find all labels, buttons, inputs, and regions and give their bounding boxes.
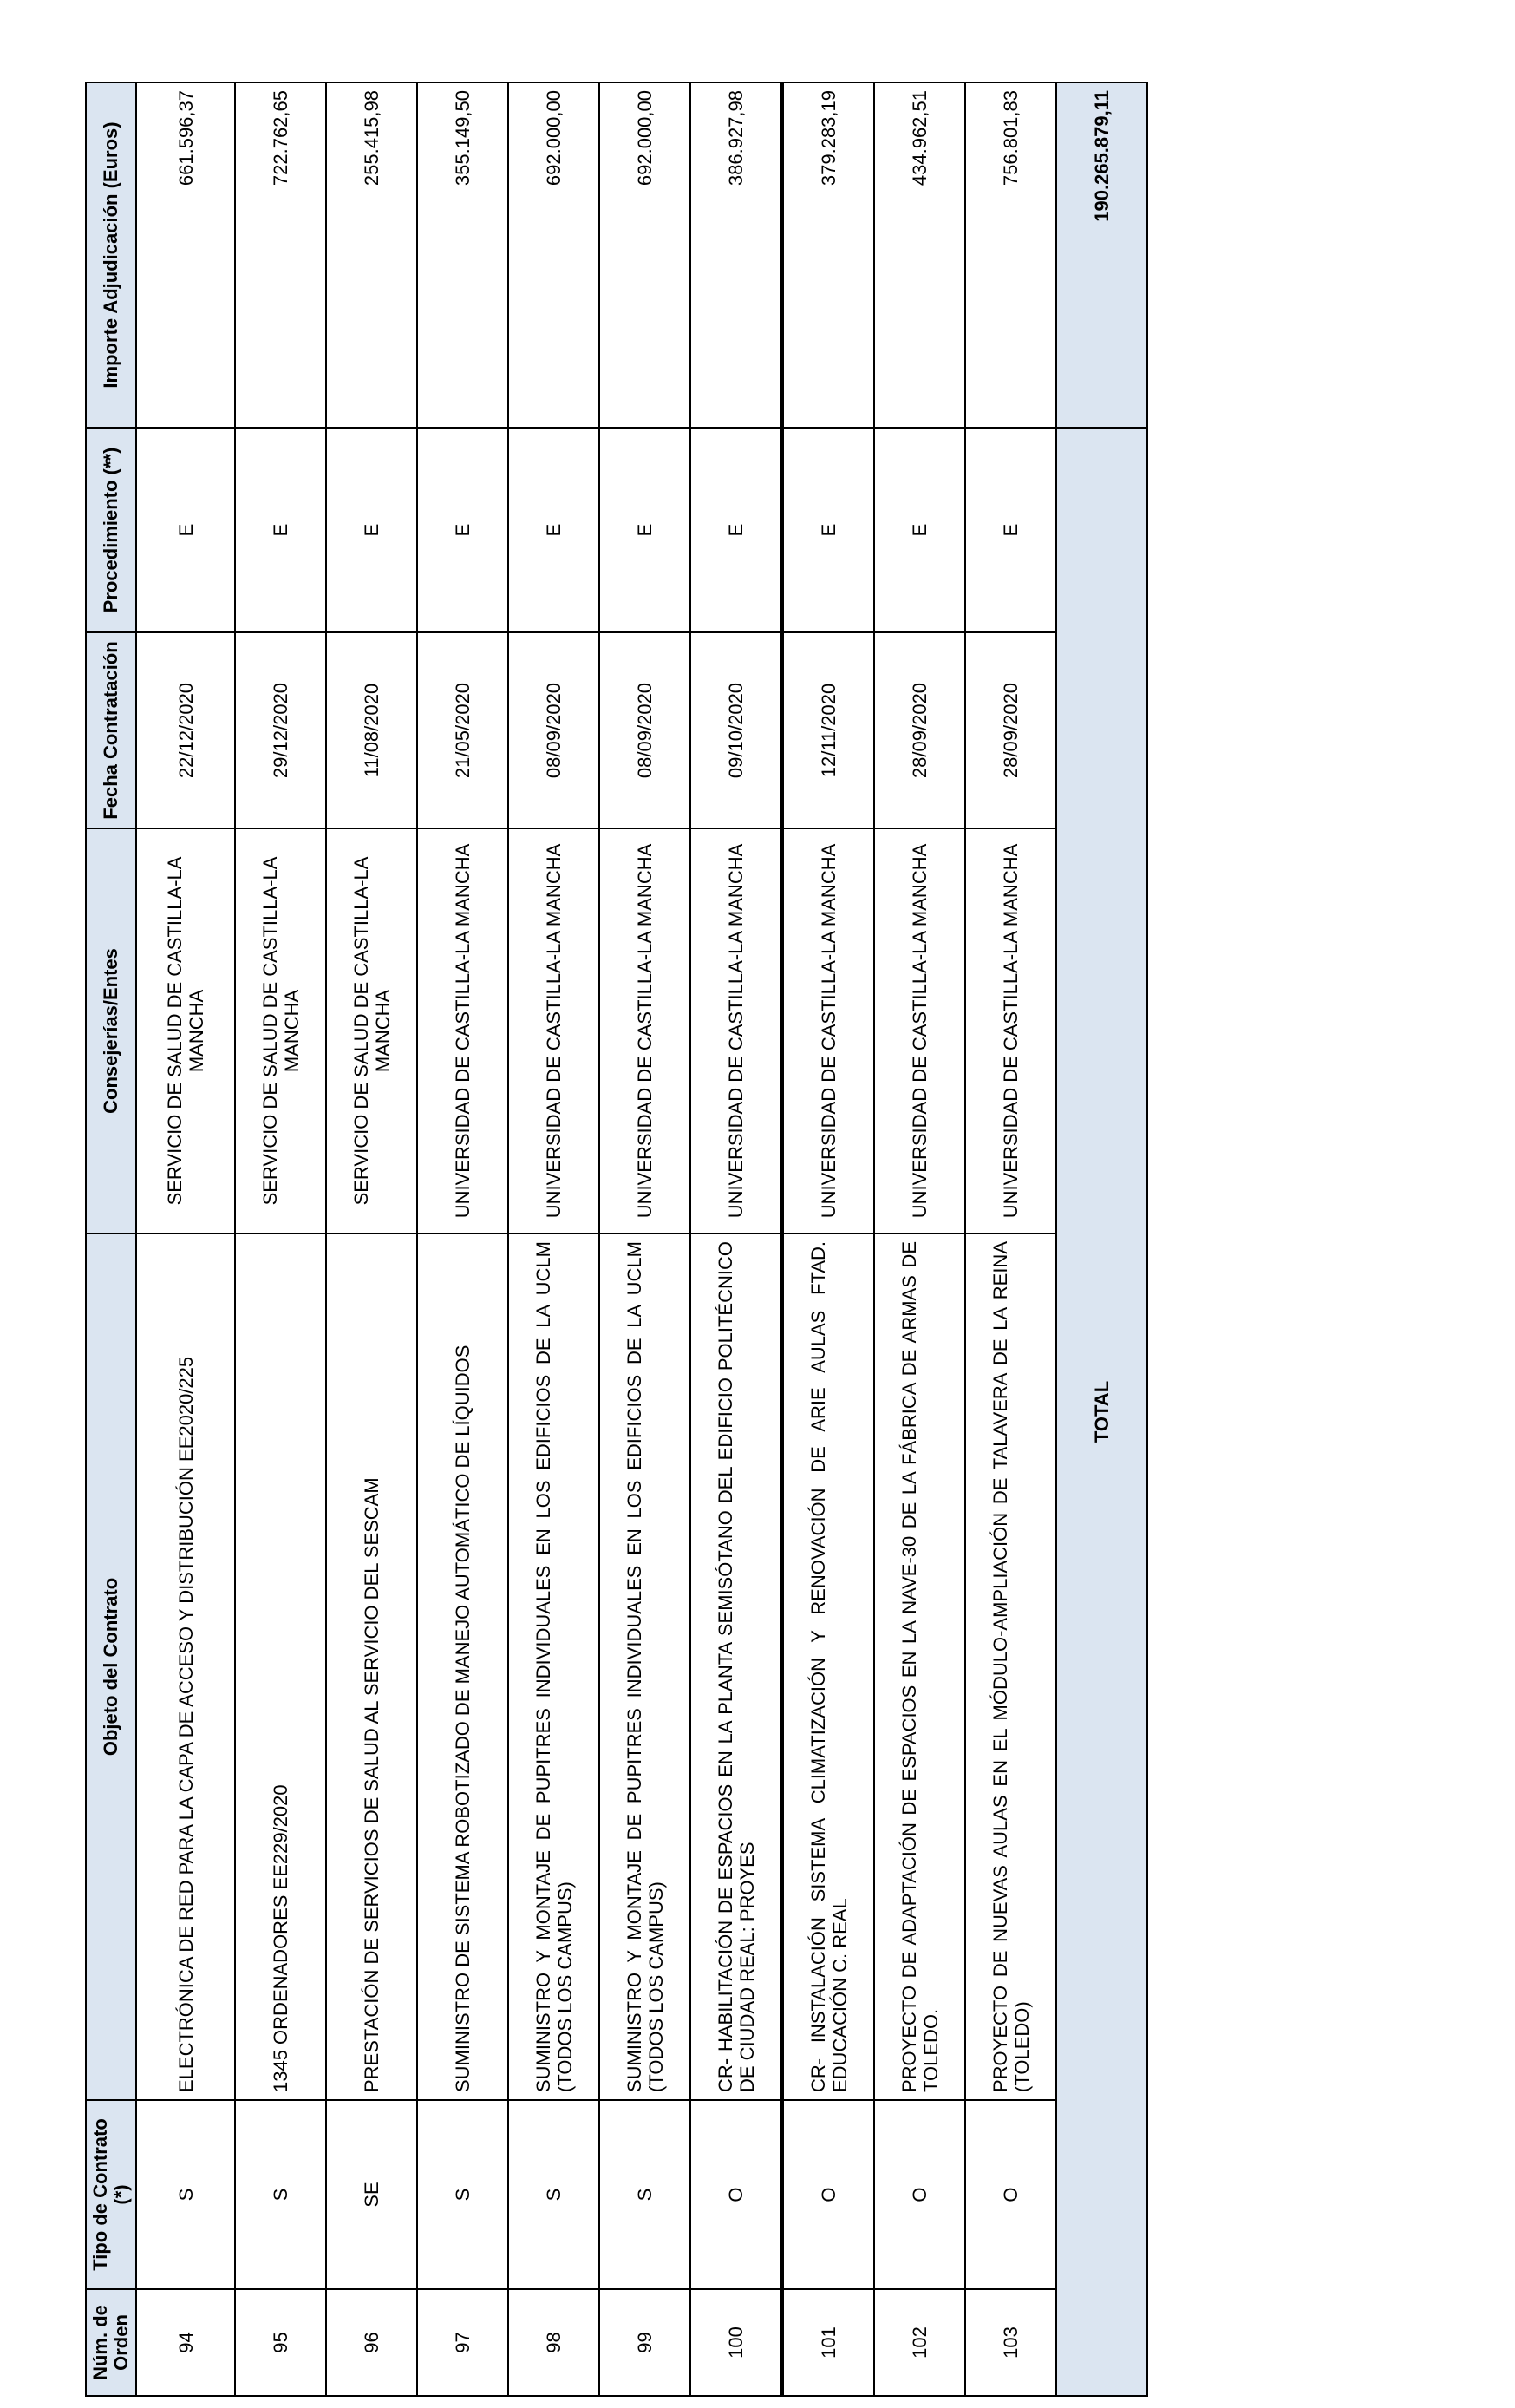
cell-consejerias: UNIVERSIDAD DE CASTILLA-LA MANCHA (874, 828, 965, 1233)
cell-importe: 255.415,98 (326, 82, 417, 428)
cell-consejerias: UNIVERSIDAD DE CASTILLA-LA MANCHA (508, 828, 599, 1233)
cell-procedimiento: E (599, 428, 690, 632)
cell-tipo: S (417, 2100, 508, 2289)
cell-num: 98 (508, 2289, 599, 2396)
cell-objeto: ELECTRÓNICA DE RED PARA LA CAPA DE ACCESO Y DISTRIBUCIÓN EE2020/225 (136, 1233, 235, 2100)
cell-tipo: O (690, 2100, 782, 2289)
cell-fecha: 08/09/2020 (508, 632, 599, 828)
cell-consejerias: SERVICIO DE SALUD DE CASTILLA-LA MANCHA (235, 828, 326, 1233)
header-consejerias: Consejerías/Entes (86, 828, 136, 1233)
cell-tipo: S (136, 2100, 235, 2289)
cell-consejerias: UNIVERSIDAD DE CASTILLA-LA MANCHA (417, 828, 508, 1233)
cell-tipo: O (965, 2100, 1056, 2289)
cell-fecha: 28/09/2020 (965, 632, 1056, 828)
table-header (86, 82, 136, 2396)
cell-consejerias: UNIVERSIDAD DE CASTILLA-LA MANCHA (690, 828, 782, 1233)
total-value: 190.265.879,11 (1056, 82, 1147, 428)
cell-num: 103 (965, 2289, 1056, 2396)
cell-fecha: 22/12/2020 (136, 632, 235, 828)
cell-num: 95 (235, 2289, 326, 2396)
cell-objeto: CR- INSTALACIÓN SISTEMA CLIMATIZACIÓN Y RENOVACIÓN DE ARIE AULAS FTAD. EDUCACIÓN C. REAL (782, 1233, 874, 2100)
cell-objeto: SUMINISTRO Y MONTAJE DE PUPITRES INDIVIDUALES EN LOS EDIFICIOS DE LA UCLM (TODOS LOS CAMPUS) (508, 1233, 599, 2100)
cell-procedimiento: E (874, 428, 965, 632)
cell-procedimiento: E (417, 428, 508, 632)
cell-objeto: PROYECTO DE ADAPTACIÓN DE ESPACIOS EN LA NAVE-30 DE LA FÁBRICA DE ARMAS DE TOLEDO. (874, 1233, 965, 2100)
cell-importe: 661.596,37 (136, 82, 235, 428)
header-importe: Importe Adjudicación (Euros) (86, 82, 136, 428)
table-row (874, 82, 965, 2396)
cell-fecha: 28/09/2020 (874, 632, 965, 828)
cell-consejerias: UNIVERSIDAD DE CASTILLA-LA MANCHA (782, 828, 874, 1233)
cell-tipo: S (508, 2100, 599, 2289)
header-tipo: Tipo de Contrato (*) (86, 2100, 136, 2289)
contracts-table (85, 82, 1148, 2397)
cell-num: 97 (417, 2289, 508, 2396)
cell-procedimiento: E (326, 428, 417, 632)
table-row (965, 82, 1056, 2396)
cell-procedimiento: E (508, 428, 599, 632)
cell-consejerias: UNIVERSIDAD DE CASTILLA-LA MANCHA (599, 828, 690, 1233)
cell-importe: 692.000,00 (508, 82, 599, 428)
cell-fecha: 21/05/2020 (417, 632, 508, 828)
cell-consejerias: SERVICIO DE SALUD DE CASTILLA-LA MANCHA (136, 828, 235, 1233)
table-row (508, 82, 599, 2396)
cell-importe: 434.962,51 (874, 82, 965, 428)
table-body (136, 82, 1056, 2396)
cell-num: 102 (874, 2289, 965, 2396)
table-row (690, 82, 782, 2396)
cell-objeto: SUMINISTRO Y MONTAJE DE PUPITRES INDIVIDUALES EN LOS EDIFICIOS DE LA UCLM (TODOS LOS CAMPUS) (599, 1233, 690, 2100)
cell-tipo: SE (326, 2100, 417, 2289)
cell-importe: 722.762,65 (235, 82, 326, 428)
cell-procedimiento: E (965, 428, 1056, 632)
cell-procedimiento: E (136, 428, 235, 632)
cell-importe: 386.927,98 (690, 82, 782, 428)
header-procedimiento: Procedimiento (**) (86, 428, 136, 632)
cell-num: 101 (782, 2289, 874, 2396)
header-num: Núm. de Orden (86, 2289, 136, 2396)
cell-num: 99 (599, 2289, 690, 2396)
cell-procedimiento: E (690, 428, 782, 632)
header-objeto: Objeto del Contrato (86, 1233, 136, 2100)
cell-objeto: 1345 ORDENADORES EE229/2020 (235, 1233, 326, 2100)
table-row (417, 82, 508, 2396)
header-fecha: Fecha Contratación (86, 632, 136, 828)
table-row (136, 82, 235, 2396)
cell-objeto: SUMINISTRO DE SISTEMA ROBOTIZADO DE MANEJO AUTOMÁTICO DE LÍQUIDOS (417, 1233, 508, 2100)
total-label: TOTAL (1056, 428, 1147, 2396)
cell-importe: 379.283,19 (782, 82, 874, 428)
cell-importe: 355.149,50 (417, 82, 508, 428)
cell-tipo: O (782, 2100, 874, 2289)
cell-consejerias: UNIVERSIDAD DE CASTILLA-LA MANCHA (965, 828, 1056, 1233)
cell-fecha: 09/10/2020 (690, 632, 782, 828)
cell-objeto: CR- HABILITACIÓN DE ESPACIOS EN LA PLANTA SEMISÓTANO DEL EDIFICIO POLITÉCNICO DE CIUDAD REAL: PROYES (690, 1233, 782, 2100)
table-row (326, 82, 417, 2396)
table-row (235, 82, 326, 2396)
cell-importe: 692.000,00 (599, 82, 690, 428)
cell-fecha: 11/08/2020 (326, 632, 417, 828)
cell-tipo: S (235, 2100, 326, 2289)
cell-consejerias: SERVICIO DE SALUD DE CASTILLA-LA MANCHA (326, 828, 417, 1233)
total-row (1056, 82, 1147, 2396)
cell-tipo: O (874, 2100, 965, 2289)
table-footer (1056, 82, 1147, 2396)
table-row (782, 82, 874, 2396)
cell-tipo: S (599, 2100, 690, 2289)
cell-objeto: PROYECTO DE NUEVAS AULAS EN EL MÓDULO-AMPLIACIÓN DE TALAVERA DE LA REINA (TOLEDO) (965, 1233, 1056, 2100)
cell-num: 100 (690, 2289, 782, 2396)
cell-fecha: 29/12/2020 (235, 632, 326, 828)
cell-importe: 756.801,83 (965, 82, 1056, 428)
cell-procedimiento: E (235, 428, 326, 632)
cell-num: 94 (136, 2289, 235, 2396)
cell-fecha: 08/09/2020 (599, 632, 690, 828)
header-row (86, 82, 136, 2396)
cell-fecha: 12/11/2020 (782, 632, 874, 828)
table-row (599, 82, 690, 2396)
cell-objeto: PRESTACIÓN DE SERVICIOS DE SALUD AL SERVICIO DEL SESCAM (326, 1233, 417, 2100)
cell-num: 96 (326, 2289, 417, 2396)
cell-procedimiento: E (782, 428, 874, 632)
